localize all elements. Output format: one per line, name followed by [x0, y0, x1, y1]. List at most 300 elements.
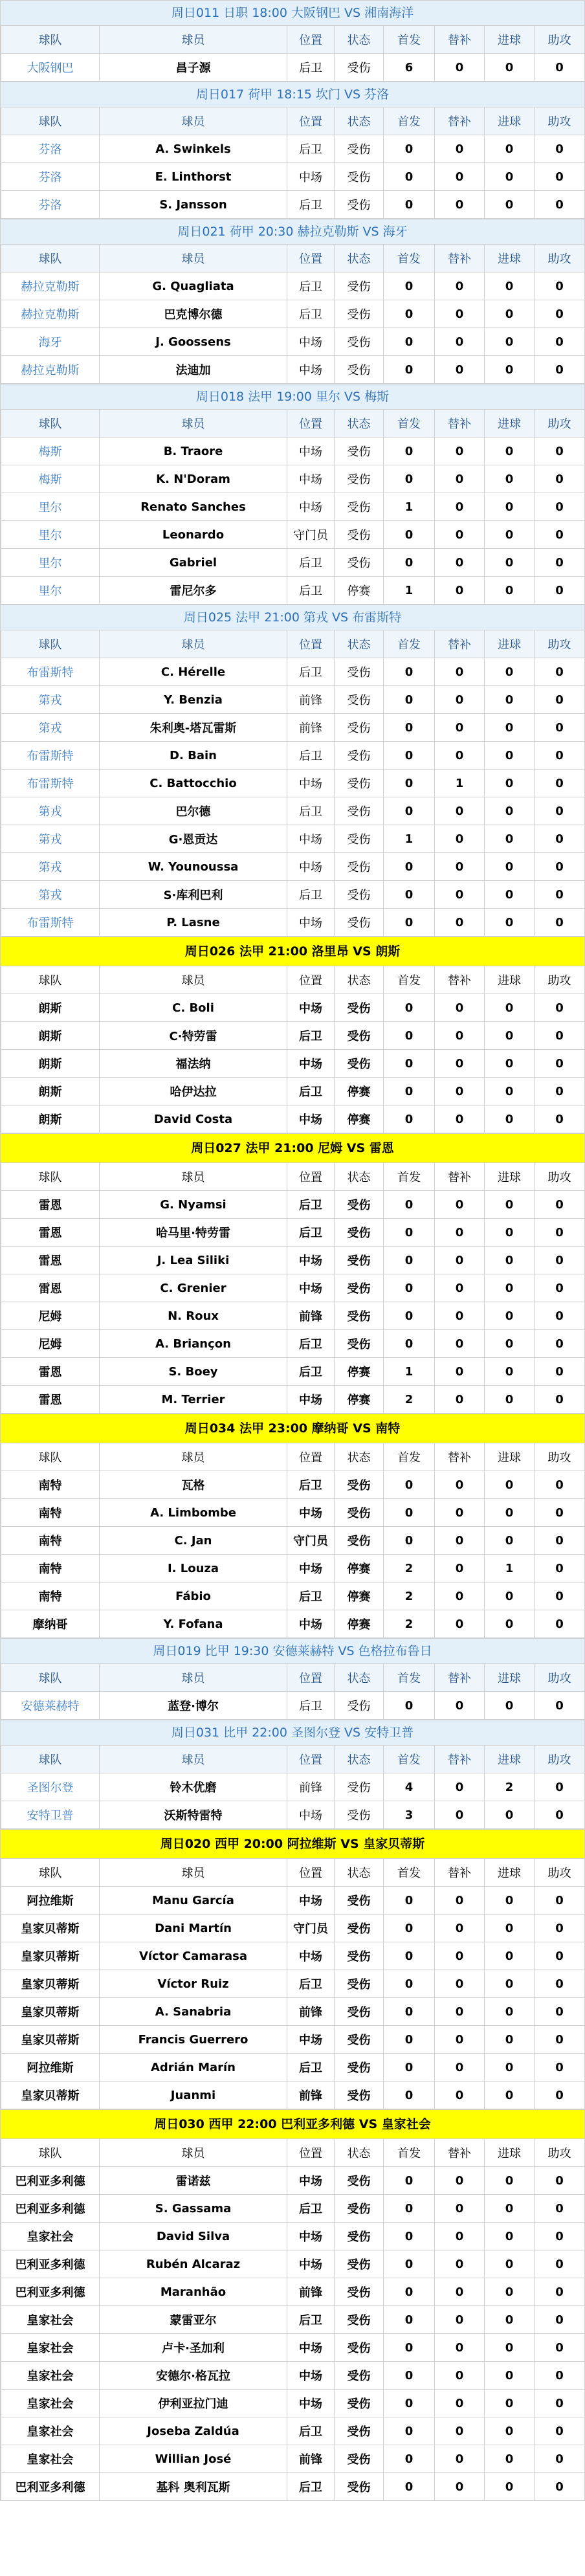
cell-assists: 0	[535, 2195, 585, 2223]
column-header-team: 球队	[1, 1664, 100, 1692]
cell-player: 基科 奥利瓦斯	[100, 2473, 287, 2501]
cell-team: 第戎	[1, 714, 100, 742]
table-row	[1, 742, 585, 770]
column-header-player: 球员	[100, 966, 287, 994]
column-header-team: 球队	[1, 630, 100, 658]
column-header-pos: 位置	[287, 1443, 335, 1471]
cell-assists: 0	[535, 521, 585, 549]
cell-pos: 后卫	[287, 881, 335, 909]
cell-goals: 0	[485, 163, 535, 191]
cell-team: 里尔	[1, 577, 100, 605]
cell-goals: 0	[485, 549, 535, 577]
cell-player: 朱利奥-塔瓦雷斯	[100, 714, 287, 742]
cell-player: Gabriel	[100, 549, 287, 577]
cell-status: 受伤	[335, 272, 384, 300]
cell-team: 皇家贝蒂斯	[1, 1915, 100, 1942]
cell-pos: 中场	[287, 356, 335, 384]
table-row	[1, 1247, 585, 1274]
cell-team: 第戎	[1, 881, 100, 909]
cell-pos: 中场	[287, 2362, 335, 2390]
column-header-starts: 首发	[384, 410, 435, 438]
cell-starts: 6	[384, 54, 435, 82]
column-header-player: 球员	[100, 245, 287, 272]
cell-goals: 0	[485, 1247, 535, 1274]
cell-team: 安特卫普	[1, 1801, 100, 1829]
cell-pos: 前锋	[287, 2445, 335, 2473]
cell-pos: 后卫	[287, 2054, 335, 2082]
cell-pos: 中场	[287, 1499, 335, 1527]
cell-assists: 0	[535, 658, 585, 686]
cell-team: 雷恩	[1, 1219, 100, 1247]
injury-table	[1, 1745, 585, 1829]
cell-pos: 中场	[287, 438, 335, 465]
cell-starts: 0	[384, 714, 435, 742]
column-header-starts: 首发	[384, 2139, 435, 2167]
cell-player: C. Battocchio	[100, 770, 287, 797]
cell-player: J. Lea Siliki	[100, 1247, 287, 1274]
cell-subs: 0	[435, 272, 485, 300]
column-header-starts: 首发	[384, 966, 435, 994]
header-row	[1, 1664, 585, 1692]
cell-goals: 0	[485, 2167, 535, 2195]
match-title: 周日027 法甲 21:00 尼姆 VS 雷恩	[1, 1133, 584, 1162]
cell-subs: 0	[435, 1582, 485, 1610]
cell-team: 布雷斯特	[1, 909, 100, 937]
cell-goals: 0	[485, 881, 535, 909]
cell-goals: 0	[485, 2026, 535, 2054]
cell-team: 雷恩	[1, 1274, 100, 1302]
column-header-goals: 进球	[485, 26, 535, 54]
cell-starts: 0	[384, 521, 435, 549]
cell-player: David Costa	[100, 1105, 287, 1133]
cell-starts: 0	[384, 2306, 435, 2334]
column-header-team: 球队	[1, 1746, 100, 1773]
cell-status: 受伤	[335, 356, 384, 384]
cell-subs: 0	[435, 1555, 485, 1582]
table-row	[1, 549, 585, 577]
cell-player: E. Linthorst	[100, 163, 287, 191]
cell-player: 哈马里·特劳雷	[100, 1219, 287, 1247]
cell-player: C. Hérelle	[100, 658, 287, 686]
cell-subs: 1	[435, 770, 485, 797]
cell-goals: 0	[485, 853, 535, 881]
cell-status: 受伤	[335, 1330, 384, 1358]
cell-goals: 0	[485, 2417, 535, 2445]
cell-goals: 0	[485, 1386, 535, 1414]
column-header-assists: 助攻	[535, 1443, 585, 1471]
cell-team: 皇家社会	[1, 2306, 100, 2334]
cell-starts: 0	[384, 135, 435, 163]
cell-assists: 0	[535, 549, 585, 577]
cell-starts: 0	[384, 1942, 435, 1970]
cell-goals: 0	[485, 2195, 535, 2223]
cell-starts: 0	[384, 163, 435, 191]
cell-subs: 0	[435, 1471, 485, 1499]
cell-pos: 中场	[287, 1050, 335, 1078]
cell-assists: 0	[535, 2334, 585, 2362]
cell-subs: 0	[435, 2306, 485, 2334]
column-header-assists: 助攻	[535, 966, 585, 994]
header-row	[1, 1859, 585, 1887]
cell-subs: 0	[435, 2167, 485, 2195]
cell-goals: 0	[485, 1582, 535, 1610]
column-header-starts: 首发	[384, 630, 435, 658]
column-header-pos: 位置	[287, 26, 335, 54]
table-row	[1, 2473, 585, 2501]
column-header-starts: 首发	[384, 1859, 435, 1887]
cell-starts: 0	[384, 2334, 435, 2362]
cell-status: 受伤	[335, 1050, 384, 1078]
table-row	[1, 1773, 585, 1801]
column-header-status: 状态	[335, 1443, 384, 1471]
cell-subs: 0	[435, 163, 485, 191]
cell-pos: 中场	[287, 994, 335, 1022]
match-section	[0, 219, 585, 384]
cell-subs: 0	[435, 658, 485, 686]
cell-starts: 0	[384, 1692, 435, 1720]
column-header-team: 球队	[1, 1443, 100, 1471]
cell-player: S·库利巴利	[100, 881, 287, 909]
cell-subs: 0	[435, 1050, 485, 1078]
header-row	[1, 1746, 585, 1773]
cell-starts: 0	[384, 300, 435, 328]
cell-subs: 0	[435, 521, 485, 549]
table-row	[1, 135, 585, 163]
cell-team: 里尔	[1, 493, 100, 521]
cell-starts: 1	[384, 825, 435, 853]
cell-assists: 0	[535, 356, 585, 384]
cell-starts: 0	[384, 1330, 435, 1358]
column-header-pos: 位置	[287, 410, 335, 438]
cell-starts: 0	[384, 1887, 435, 1915]
cell-pos: 中场	[287, 163, 335, 191]
table-row	[1, 1191, 585, 1219]
cell-team: 阿拉维斯	[1, 1887, 100, 1915]
cell-assists: 0	[535, 2473, 585, 2501]
cell-assists: 0	[535, 2278, 585, 2306]
cell-player: A. Briançon	[100, 1330, 287, 1358]
cell-assists: 0	[535, 994, 585, 1022]
cell-starts: 0	[384, 658, 435, 686]
column-header-team: 球队	[1, 245, 100, 272]
cell-starts: 0	[384, 2250, 435, 2278]
column-header-status: 状态	[335, 107, 384, 135]
cell-goals: 2	[485, 1773, 535, 1801]
cell-pos: 后卫	[287, 1022, 335, 1050]
cell-starts: 0	[384, 2390, 435, 2417]
header-row	[1, 245, 585, 272]
cell-subs: 0	[435, 54, 485, 82]
cell-subs: 0	[435, 1247, 485, 1274]
match-section	[0, 605, 585, 937]
cell-goals: 0	[485, 1050, 535, 1078]
cell-subs: 0	[435, 1610, 485, 1638]
cell-subs: 0	[435, 2250, 485, 2278]
cell-assists: 0	[535, 1191, 585, 1219]
cell-player: Manu García	[100, 1887, 287, 1915]
cell-subs: 0	[435, 797, 485, 825]
cell-status: 受伤	[335, 2390, 384, 2417]
cell-status: 受伤	[335, 135, 384, 163]
cell-team: 皇家贝蒂斯	[1, 2026, 100, 2054]
column-header-player: 球员	[100, 1443, 287, 1471]
column-header-pos: 位置	[287, 1163, 335, 1191]
cell-subs: 0	[435, 2417, 485, 2445]
cell-starts: 2	[384, 1555, 435, 1582]
cell-status: 受伤	[335, 438, 384, 465]
cell-player: A. Limbombe	[100, 1499, 287, 1527]
cell-goals: 0	[485, 577, 535, 605]
table-row	[1, 1582, 585, 1610]
cell-subs: 0	[435, 881, 485, 909]
column-header-team: 球队	[1, 107, 100, 135]
cell-player: 安德尔·格瓦拉	[100, 2362, 287, 2390]
cell-team: 摩纳哥	[1, 1610, 100, 1638]
table-row	[1, 577, 585, 605]
cell-goals: 0	[485, 2223, 535, 2250]
table-row	[1, 686, 585, 714]
cell-team: 安德莱赫特	[1, 1692, 100, 1720]
header-row	[1, 966, 585, 994]
column-header-assists: 助攻	[535, 2139, 585, 2167]
cell-subs: 0	[435, 2473, 485, 2501]
cell-status: 受伤	[335, 1527, 384, 1555]
column-header-team: 球队	[1, 1859, 100, 1887]
cell-starts: 0	[384, 1078, 435, 1105]
column-header-assists: 助攻	[535, 630, 585, 658]
column-header-goals: 进球	[485, 1664, 535, 1692]
cell-status: 受伤	[335, 2195, 384, 2223]
match-section	[0, 1829, 585, 2109]
cell-team: 布雷斯特	[1, 742, 100, 770]
injury-table	[1, 1858, 585, 2109]
column-header-player: 球员	[100, 410, 287, 438]
match-title: 周日019 比甲 19:30 安德莱赫特 VS 色格拉布鲁日	[1, 1638, 584, 1663]
cell-goals: 0	[485, 272, 535, 300]
cell-goals: 0	[485, 135, 535, 163]
cell-goals: 0	[485, 328, 535, 356]
cell-subs: 0	[435, 493, 485, 521]
column-header-subs: 替补	[435, 1746, 485, 1773]
cell-goals: 0	[485, 2445, 535, 2473]
cell-starts: 0	[384, 1998, 435, 2026]
cell-starts: 0	[384, 797, 435, 825]
cell-assists: 0	[535, 1773, 585, 1801]
cell-subs: 0	[435, 742, 485, 770]
cell-goals: 0	[485, 465, 535, 493]
cell-pos: 前锋	[287, 1302, 335, 1330]
match-section	[0, 82, 585, 219]
cell-goals: 0	[485, 1219, 535, 1247]
cell-team: 阿拉维斯	[1, 2054, 100, 2082]
cell-starts: 0	[384, 994, 435, 1022]
column-header-pos: 位置	[287, 630, 335, 658]
cell-starts: 0	[384, 2278, 435, 2306]
cell-player: 昌子源	[100, 54, 287, 82]
cell-goals: 0	[485, 1499, 535, 1527]
header-row	[1, 2139, 585, 2167]
cell-status: 受伤	[335, 1970, 384, 1998]
cell-pos: 中场	[287, 328, 335, 356]
column-header-starts: 首发	[384, 26, 435, 54]
cell-team: 朗斯	[1, 1105, 100, 1133]
cell-starts: 0	[384, 2223, 435, 2250]
cell-team: 朗斯	[1, 1022, 100, 1050]
table-row	[1, 1022, 585, 1050]
cell-status: 停赛	[335, 1078, 384, 1105]
table-row	[1, 2250, 585, 2278]
table-row	[1, 1801, 585, 1829]
cell-subs: 0	[435, 2026, 485, 2054]
cell-pos: 中场	[287, 2250, 335, 2278]
column-header-starts: 首发	[384, 1163, 435, 1191]
cell-assists: 0	[535, 2054, 585, 2082]
cell-starts: 0	[384, 853, 435, 881]
table-row	[1, 2195, 585, 2223]
cell-team: 南特	[1, 1582, 100, 1610]
cell-team: 朗斯	[1, 1050, 100, 1078]
cell-status: 受伤	[335, 2445, 384, 2473]
cell-goals: 0	[485, 2390, 535, 2417]
cell-assists: 0	[535, 853, 585, 881]
cell-team: 布雷斯特	[1, 770, 100, 797]
cell-team: 皇家社会	[1, 2223, 100, 2250]
cell-starts: 1	[384, 1358, 435, 1386]
column-header-assists: 助攻	[535, 1746, 585, 1773]
cell-team: 里尔	[1, 549, 100, 577]
cell-pos: 后卫	[287, 272, 335, 300]
cell-assists: 0	[535, 2026, 585, 2054]
cell-pos: 后卫	[287, 191, 335, 219]
cell-subs: 0	[435, 2390, 485, 2417]
cell-pos: 前锋	[287, 686, 335, 714]
cell-player: 蒙雷亚尔	[100, 2306, 287, 2334]
cell-starts: 4	[384, 1773, 435, 1801]
table-row	[1, 1050, 585, 1078]
table-row	[1, 1942, 585, 1970]
cell-subs: 0	[435, 2223, 485, 2250]
injury-table	[1, 1162, 585, 1414]
cell-subs: 0	[435, 1942, 485, 1970]
table-row	[1, 2167, 585, 2195]
cell-team: 第戎	[1, 825, 100, 853]
cell-pos: 中场	[287, 493, 335, 521]
cell-player: C. Boli	[100, 994, 287, 1022]
table-row	[1, 1499, 585, 1527]
match-section	[0, 1638, 585, 1720]
cell-assists: 0	[535, 577, 585, 605]
cell-goals: 0	[485, 742, 535, 770]
injury-table	[1, 2138, 585, 2501]
cell-status: 受伤	[335, 1247, 384, 1274]
cell-team: 圣图尔登	[1, 1773, 100, 1801]
cell-status: 受伤	[335, 2250, 384, 2278]
column-header-assists: 助攻	[535, 1859, 585, 1887]
table-row	[1, 2445, 585, 2473]
cell-starts: 0	[384, 2082, 435, 2109]
cell-status: 受伤	[335, 714, 384, 742]
cell-status: 受伤	[335, 465, 384, 493]
cell-goals: 0	[485, 2362, 535, 2390]
cell-starts: 0	[384, 742, 435, 770]
cell-subs: 0	[435, 994, 485, 1022]
cell-status: 受伤	[335, 1801, 384, 1829]
table-row	[1, 1610, 585, 1638]
cell-player: D. Bain	[100, 742, 287, 770]
column-header-subs: 替补	[435, 1443, 485, 1471]
cell-assists: 0	[535, 1219, 585, 1247]
column-header-team: 球队	[1, 26, 100, 54]
table-row	[1, 163, 585, 191]
cell-starts: 0	[384, 2195, 435, 2223]
cell-team: 雷恩	[1, 1386, 100, 1414]
cell-team: 梅斯	[1, 438, 100, 465]
cell-pos: 后卫	[287, 658, 335, 686]
cell-status: 停赛	[335, 1555, 384, 1582]
cell-status: 受伤	[335, 2278, 384, 2306]
injury-table	[1, 1443, 585, 1638]
column-header-player: 球员	[100, 630, 287, 658]
cell-status: 受伤	[335, 549, 384, 577]
cell-subs: 0	[435, 1499, 485, 1527]
column-header-team: 球队	[1, 1163, 100, 1191]
table-row	[1, 853, 585, 881]
cell-team: 雷恩	[1, 1247, 100, 1274]
cell-assists: 0	[535, 465, 585, 493]
match-section	[0, 1133, 585, 1414]
cell-goals: 0	[485, 2473, 535, 2501]
cell-subs: 0	[435, 1915, 485, 1942]
cell-player: 铃木优磨	[100, 1773, 287, 1801]
cell-goals: 0	[485, 54, 535, 82]
cell-assists: 0	[535, 272, 585, 300]
cell-starts: 0	[384, 1527, 435, 1555]
cell-goals: 0	[485, 1022, 535, 1050]
cell-starts: 0	[384, 2026, 435, 2054]
cell-status: 受伤	[335, 1274, 384, 1302]
column-header-subs: 替补	[435, 1163, 485, 1191]
cell-starts: 0	[384, 2167, 435, 2195]
cell-status: 停赛	[335, 1610, 384, 1638]
cell-subs: 0	[435, 549, 485, 577]
cell-starts: 2	[384, 1386, 435, 1414]
cell-team: 芬洛	[1, 163, 100, 191]
cell-starts: 0	[384, 438, 435, 465]
cell-assists: 0	[535, 1247, 585, 1274]
cell-player: Leonardo	[100, 521, 287, 549]
cell-goals: 0	[485, 909, 535, 937]
column-header-subs: 替补	[435, 1664, 485, 1692]
match-title: 周日031 比甲 22:00 圣图尔登 VS 安特卫普	[1, 1720, 584, 1745]
cell-subs: 0	[435, 2082, 485, 2109]
cell-assists: 0	[535, 1358, 585, 1386]
cell-pos: 后卫	[287, 300, 335, 328]
match-title: 周日025 法甲 21:00 第戎 VS 布雷斯特	[1, 605, 584, 630]
match-title: 周日026 法甲 21:00 洛里昂 VS 朗斯	[1, 937, 584, 966]
cell-starts: 0	[384, 272, 435, 300]
column-header-assists: 助攻	[535, 1163, 585, 1191]
cell-team: 皇家贝蒂斯	[1, 1998, 100, 2026]
cell-assists: 0	[535, 1330, 585, 1358]
cell-subs: 0	[435, 1105, 485, 1133]
column-header-team: 球队	[1, 2139, 100, 2167]
cell-subs: 0	[435, 2362, 485, 2390]
cell-team: 赫拉克勒斯	[1, 272, 100, 300]
match-section	[0, 384, 585, 605]
cell-goals: 0	[485, 1471, 535, 1499]
cell-pos: 前锋	[287, 2278, 335, 2306]
cell-status: 受伤	[335, 2167, 384, 2195]
